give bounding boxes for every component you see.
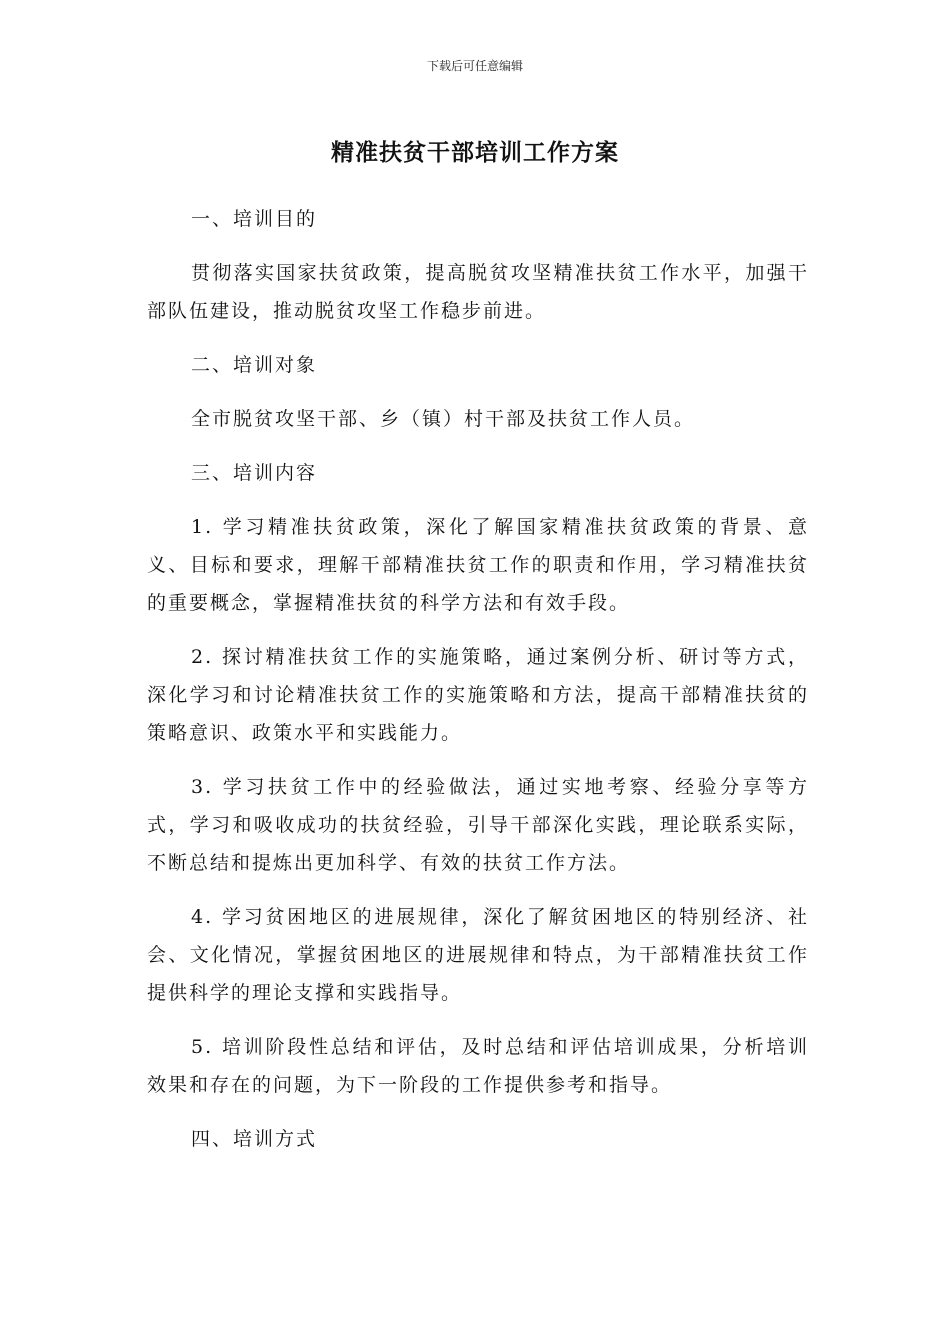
content-item-3: 3. 学习扶贫工作中的经验做法，通过实地考察、经验分享等方式，学习和吸收成功的扶贫经验，引导干部深化实践，理论联系实际，不断总结和提炼出更加科学、有效的扶贫工作方法。 bbox=[147, 776, 809, 874]
paragraph-purpose: 贯彻落实国家扶贫政策，提高脱贫攻坚精准扶贫工作水平，加强干部队伍建设，推动脱贫攻坚工作稳步前进。 bbox=[147, 262, 809, 322]
page-header-note: 下载后可任意编辑 bbox=[426, 59, 523, 73]
document-title: 精准扶贫干部培训工作方案 bbox=[331, 140, 619, 166]
section-heading-purpose: 一、培训目的 bbox=[191, 208, 318, 230]
content-item-4: 4. 学习贫困地区的进展规律，深化了解贫困地区的特别经济、社会、文化情况，掌握贫困地区的进展规律和特点，为干部精准扶贫工作提供科学的理论支撑和实践指导。 bbox=[147, 906, 809, 1004]
content-item-5: 5. 培训阶段性总结和评估，及时总结和评估培训成果，分析培训效果和存在的问题，为下一阶段的工作提供参考和指导。 bbox=[147, 1036, 809, 1096]
section-heading-content: 三、培训内容 bbox=[191, 462, 318, 484]
paragraph-audience: 全市脱贫攻坚干部、乡（镇）村干部及扶贫工作人员。 bbox=[191, 408, 696, 430]
document-body bbox=[147, 200, 809, 1174]
content-item-1: 1. 学习精准扶贫政策，深化了解国家精准扶贫政策的背景、意义、目标和要求，理解干部精准扶贫工作的职责和作用，学习精准扶贫的重要概念，掌握精准扶贫的科学方法和有效手段。 bbox=[147, 516, 809, 614]
section-heading-audience: 二、培训对象 bbox=[191, 354, 318, 376]
section-heading-method: 四、培训方式 bbox=[191, 1128, 318, 1150]
content-item-2: 2. 探讨精准扶贫工作的实施策略，通过案例分析、研讨等方式，深化学习和讨论精准扶贫工作的实施策略和方法，提高干部精准扶贫的策略意识、政策水平和实践能力。 bbox=[147, 646, 809, 744]
